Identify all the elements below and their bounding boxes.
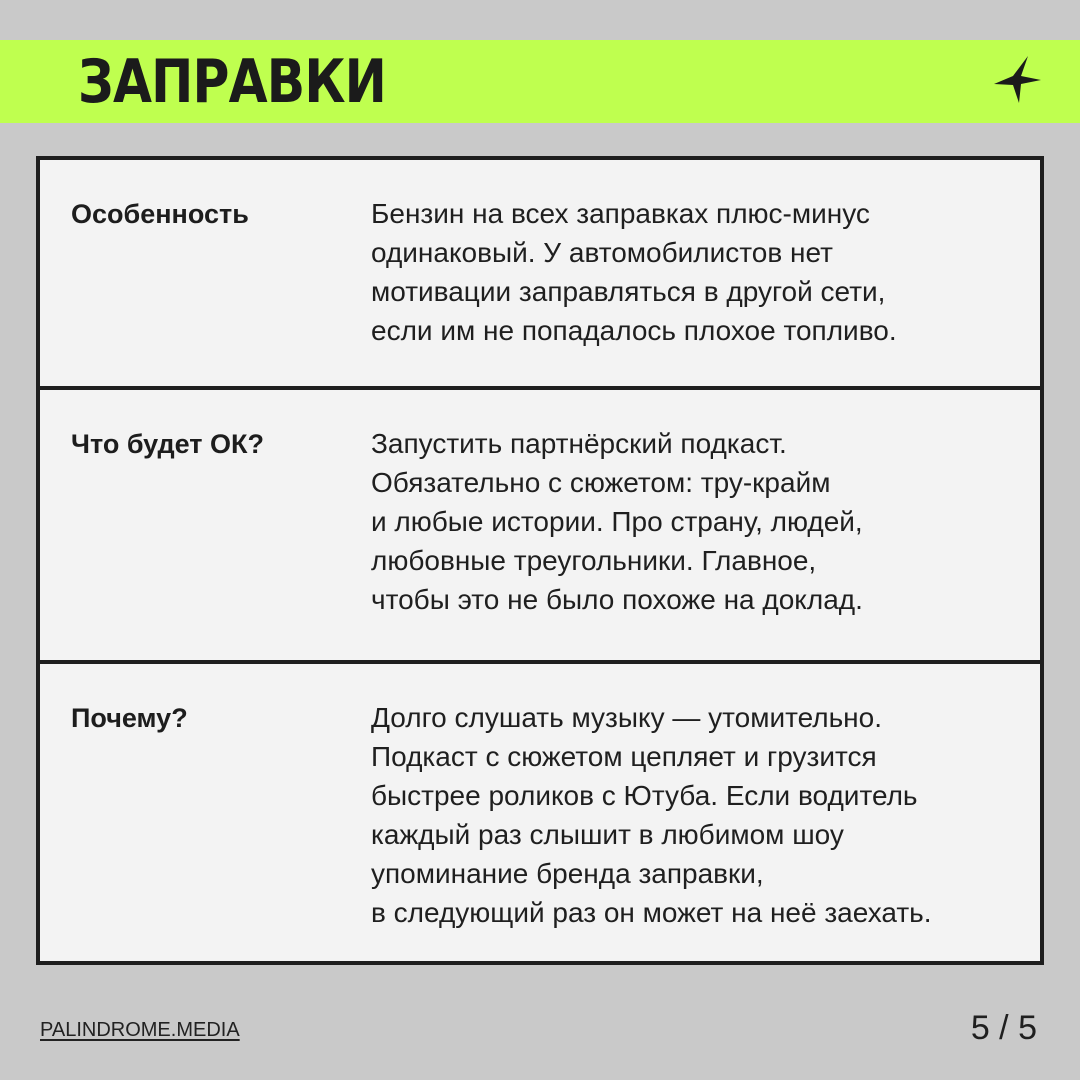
- brand-link[interactable]: PALINDROME.MEDIA: [40, 1019, 240, 1041]
- page-title: ЗАПРАВКИ: [78, 47, 387, 117]
- info-table: [36, 156, 1044, 965]
- row-description: [371, 698, 1021, 932]
- row-label: Особенность: [71, 199, 249, 229]
- text-line: упоминание бренда заправки,: [371, 858, 764, 889]
- text-line: одинаковый. У автомобилистов нет: [371, 237, 833, 268]
- row-label: Почему?: [71, 703, 188, 733]
- table-row: [40, 160, 1040, 386]
- text-line: Подкаст с сюжетом цепляет и грузится: [371, 741, 877, 772]
- text-line: любовные треугольники. Главное,: [371, 545, 817, 576]
- text-line: в следующий раз он может на неё заехать.: [371, 897, 932, 928]
- text-line: Долго слушать музыку — утомительно.: [371, 702, 882, 733]
- text-line: Обязательно с сюжетом: тру-крайм: [371, 467, 831, 498]
- row-description: [371, 424, 1021, 619]
- text-line: быстрее роликов с Ютуба. Если водитель: [371, 780, 918, 811]
- page-counter: 5 / 5: [970, 1009, 1037, 1047]
- text-line: каждый раз слышит в любимом шоу: [371, 819, 844, 850]
- table-row: [40, 664, 1040, 961]
- text-line: Запустить партнёрский подкаст.: [371, 428, 787, 459]
- text-line: если им не попадалось плохое топливо.: [371, 315, 897, 346]
- text-line: мотивации заправляться в другой сети,: [371, 276, 886, 307]
- text-line: чтобы это не было похоже на доклад.: [371, 584, 863, 615]
- row-label: Что будет ОК?: [71, 429, 264, 459]
- table-row: [40, 390, 1040, 660]
- four-point-star-icon: [992, 55, 1042, 105]
- row-description: [371, 194, 1021, 350]
- text-line: Бензин на всех заправках плюс-минус: [371, 198, 870, 229]
- text-line: и любые истории. Про страну, людей,: [371, 506, 863, 537]
